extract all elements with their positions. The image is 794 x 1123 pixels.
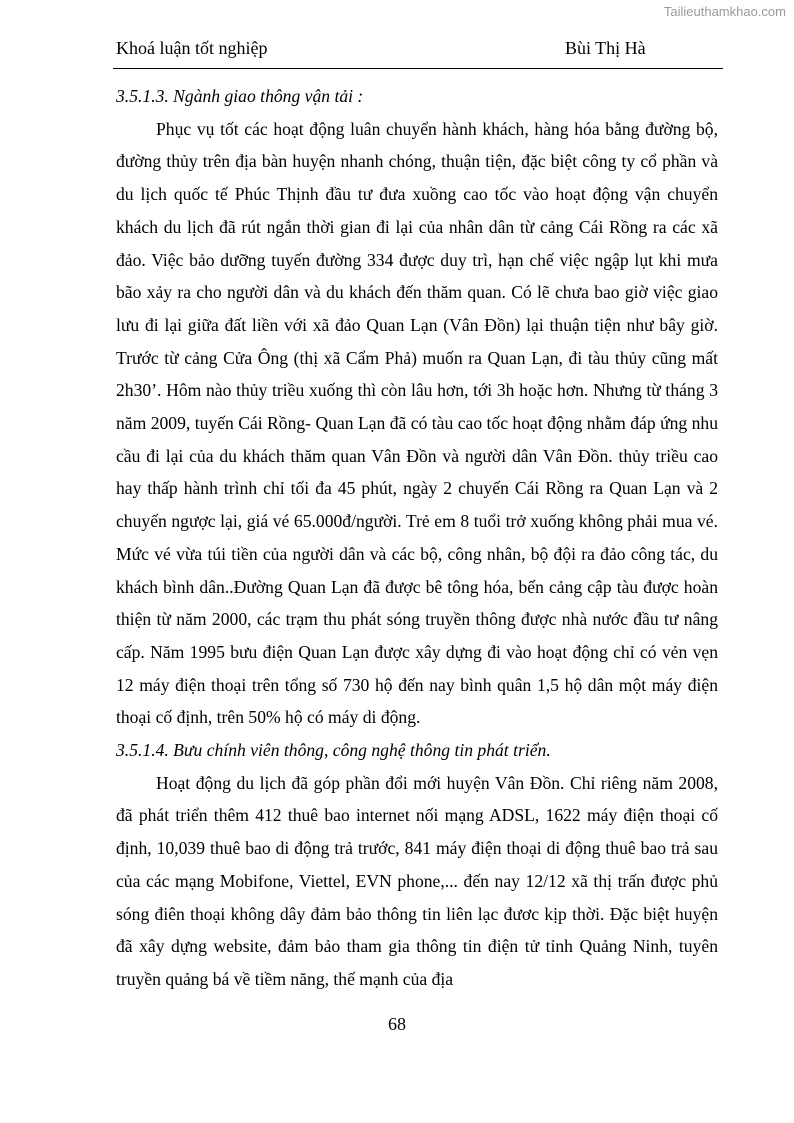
section-paragraph-transport: Phục vụ tốt các hoạt động luân chuyển hành khách, hàng hóa bằng đường bộ, đường thủy trên địa bàn huyện nhanh chóng, thuận tiện, đặc biệt công ty cổ phần và du lịch quốc tế Phúc Thịnh đầu tư đưa xuồng cao tốc vào hoạt động vận chuyển khách du lịch đã rút ngắn thời gian đi lại của nhân dân từ cảng Cái Rồng ra các xã đảo. Việc bảo dưỡng tuyến đường 334 được duy trì, hạn chế việc ngập lụt khi mưa bão xảy ra cho người dân và du khách đến thăm quan. Có lẽ chưa bao giờ việc giao lưu đi lại giữa đất liền với xã đảo Quan Lạn (Vân Đồn) lại thuận tiện như bây giờ. Trước từ cảng Cửa Ông (thị xã Cẩm Phả) muốn ra Quan Lạn, đi tàu thủy cũng mất 2h30’. Hôm nào thủy triều xuống thì còn lâu hơn, tới 3h hoặc hơn. Nhưng từ tháng 3 năm 2009, tuyến Cái Rồng- Quan Lạn đã có tàu cao tốc hoạt động nhằm đáp ứng nhu cầu đi lại của du khách thăm quan Vân Đồn và người dân Vân Đồn. thủy triều cao hay thấp hành trình chỉ tối đa 45 phút, ngày 2 chuyến Cái Rồng ra Quan Lạn và 2 chuyến ngược lại, giá vé 65.000đ/người. Trẻ em 8 tuổi trở xuống không phải mua vé. Mức vé vừa túi tiền của người dân và các bộ, công nhân, bộ đội ra đảo công tác, du khách bình dân..Đường Quan Lạn đã được bê tông hóa, bến cảng cập tàu được hoàn thiện từ năm 2000, các trạm thu phát sóng truyền thông được nhà nước đầu tư nâng cấp. Năm 1995 bưu điện Quan Lạn được xây dựng đi vào hoạt động chỉ có vẻn vẹn 12 máy điện thoại trên tổng số 730 hộ đến nay bình quân 1,5 hộ dân một máy điện thoại cố định, trên 50% hộ có máy di động. (116, 118, 718, 728)
document-body (116, 80, 718, 996)
header-author-name: Bùi Thị Hà (565, 38, 646, 58)
section-heading-telecom: 3.5.1.4. Bưu chính viên thông, công nghệ thông tin phát triển. (116, 740, 551, 761)
page-number: 68 (388, 1014, 406, 1034)
watermark-text: Tailieuthamkhao.com (663, 4, 786, 19)
section-heading-transport: 3.5.1.3. Ngành giao thông vận tải : (116, 86, 364, 106)
page-header (113, 38, 723, 69)
section-paragraph-telecom: Hoạt động du lịch đã góp phần đổi mới huyện Vân Đồn. Chỉ riêng năm 2008, đã phát triển thêm 412 thuê bao internet nối mạng ADSL, 1622 máy điện thoại cố định, 10,039 thuê bao di động trả trước, 841 máy điện thoại di động thuê bao trả sau của các mạng Mobifone, Viettel, EVN phone,... đến nay 12/12 xã thị trấn được phủ sóng điên thoại không dây đảm bảo thông tin liên lạc đươc kịp thời. Đặc biệt huyện đã xây dựng website, đảm bảo tham gia thông tin điện tử tỉnh Quảng Ninh, tuyên truyền quảng bá về tiềm năng, thế mạnh của địa (116, 772, 718, 989)
header-document-title: Khoá luận tốt nghiệp (116, 38, 268, 58)
